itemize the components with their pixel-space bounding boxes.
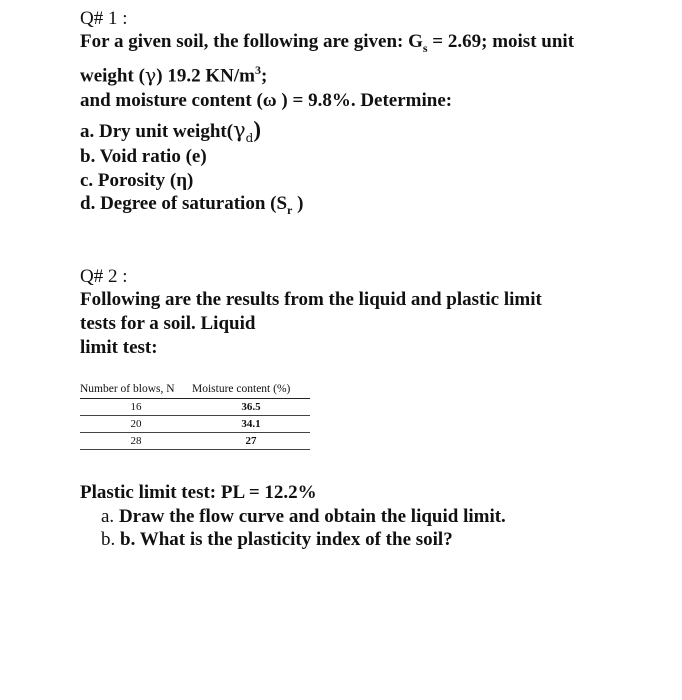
- q2-task-a-text: Draw the flow curve and obtain the liquid limit.: [118, 506, 506, 527]
- q1-line2-text-b: ) 19.2 KN/m: [156, 65, 255, 87]
- q1-item-d: [80, 193, 303, 218]
- q1-line1-text-b: = 2.69; moist unit: [427, 31, 575, 52]
- q1-line2: [80, 63, 267, 87]
- q1-line3: and moisture content (ω ) = 9.8%. Determine:: [80, 90, 453, 111]
- gamma-symbol: γ: [144, 64, 157, 87]
- q1-line1-text: For a given soil, the following are given: G: [80, 31, 423, 52]
- q2-line1: Following are the results from the liquid and plastic limit: [80, 289, 542, 310]
- q1-line1: [80, 31, 574, 56]
- plastic-limit-line: Plastic limit test: PL = 12.2%: [80, 482, 317, 503]
- table-row: [80, 416, 310, 433]
- q1-line2-text-c: ;: [260, 65, 268, 87]
- table-cell-blows: 20: [80, 416, 192, 433]
- q2-line2: tests for a soil. Liquid: [80, 313, 256, 334]
- q2-task-a: [101, 506, 506, 528]
- gamma-symbol: γ: [233, 118, 246, 142]
- q1-item-b: b. Void ratio (e): [80, 146, 207, 167]
- liquid-limit-table: [80, 381, 310, 450]
- q1-item-d-text: d. Degree of saturation (S: [80, 193, 288, 214]
- table-cell-moisture: 34.1: [192, 416, 310, 433]
- q2-line3: limit test:: [80, 337, 158, 358]
- q1-item-a-sub: d: [245, 130, 254, 145]
- q1-line1-sub: s: [422, 40, 428, 55]
- q2-task-b-prefix: b.: [101, 529, 120, 550]
- q1-item-d-close: ): [292, 193, 304, 214]
- table-header-blows: Number of blows, N: [80, 381, 192, 399]
- q1-heading: Q# 1 :: [80, 8, 128, 29]
- table-cell-blows: 28: [80, 433, 192, 450]
- table-header-row: [80, 381, 310, 399]
- table-cell-moisture: 36.5: [192, 399, 310, 416]
- q1-item-a-text: a. Dry unit weight(: [80, 121, 234, 142]
- q1-line2-sup: 3: [254, 63, 261, 77]
- table-header-moisture: Moisture content (%): [192, 381, 310, 399]
- table-cell-blows: 16: [80, 399, 192, 416]
- q2-task-a-prefix: a.: [101, 506, 119, 527]
- q1-item-d-sub: r: [287, 202, 293, 217]
- q2-task-b: [101, 529, 453, 551]
- table-row: [80, 433, 310, 450]
- q2-task-b-text: b. What is the plasticity index of the soil?: [120, 529, 453, 550]
- q1-line2-text: weight (: [80, 65, 145, 87]
- q1-item-c: c. Porosity (η): [80, 170, 194, 191]
- q1-item-a: [80, 117, 261, 145]
- q2-heading: Q# 2 :: [80, 266, 128, 287]
- table-cell-moisture: 27: [192, 433, 310, 450]
- table-row: [80, 399, 310, 416]
- q1-item-a-close: ): [253, 117, 261, 142]
